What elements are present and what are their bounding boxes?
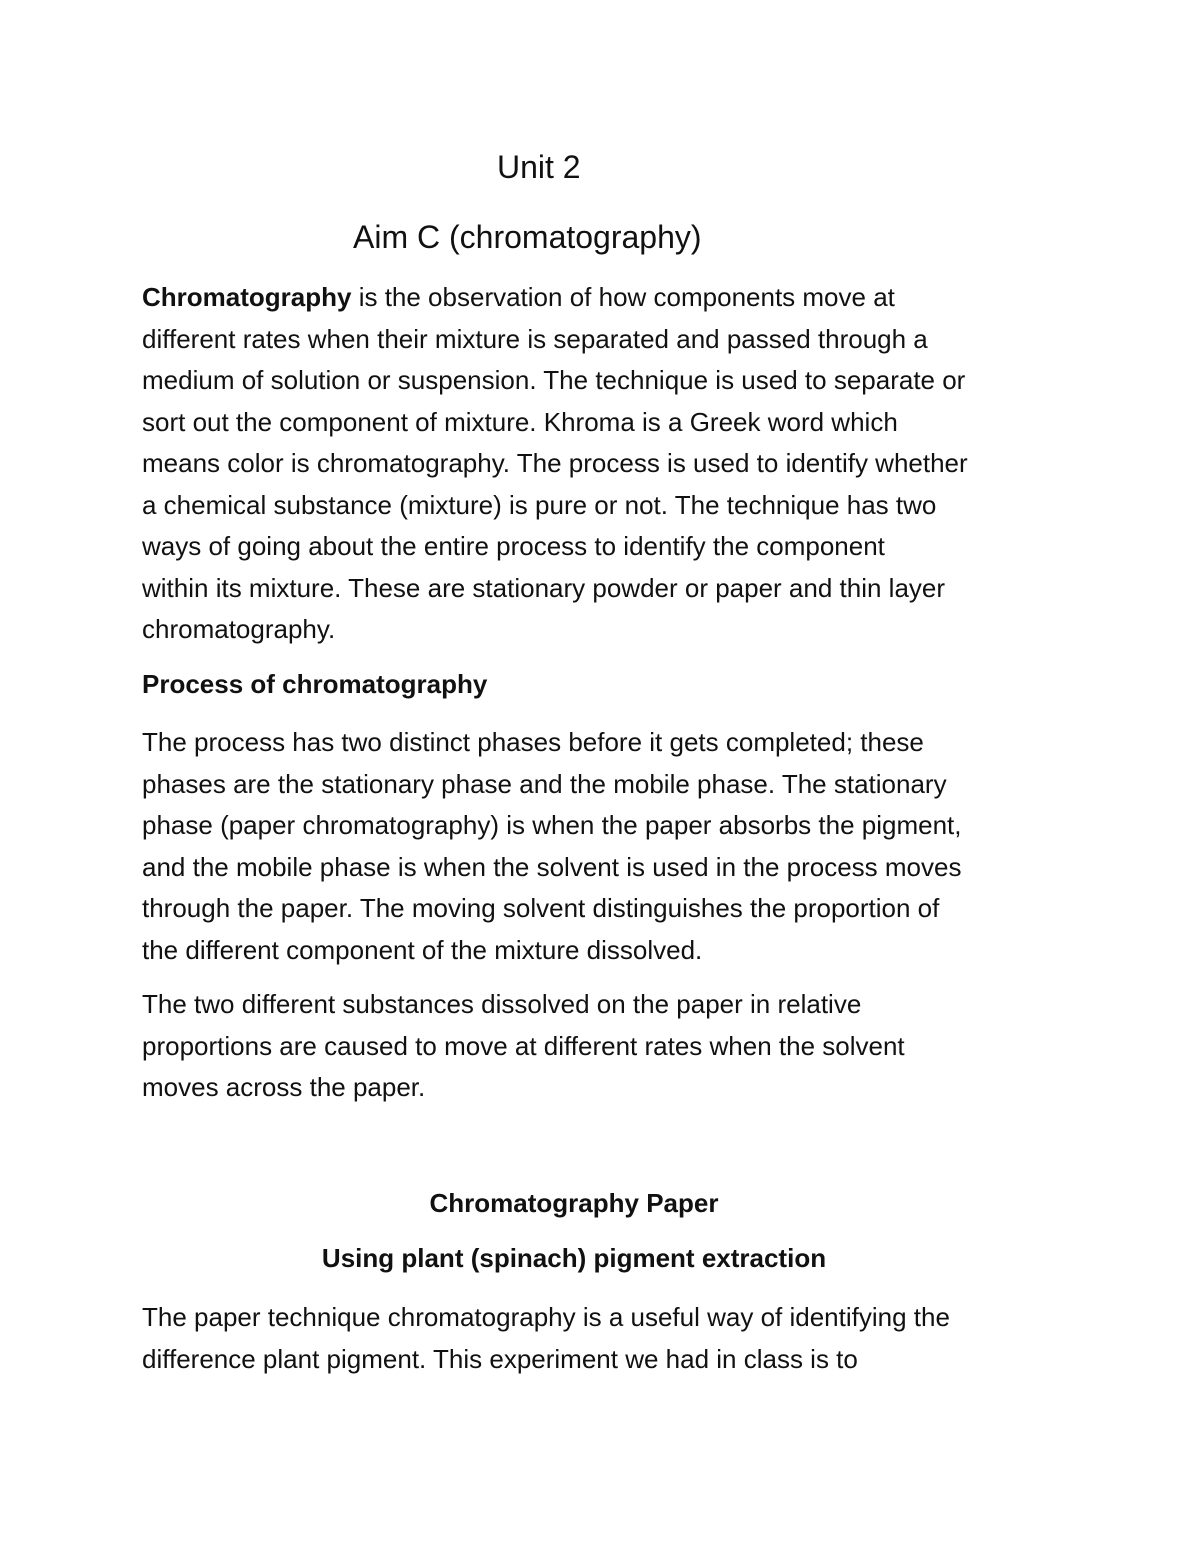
intro-first-line-text: is the observation of how components move at xyxy=(351,282,895,312)
process-line: and the mobile phase is when the solvent is used in the process moves xyxy=(142,851,962,882)
process-heading: Process of chromatography xyxy=(142,669,488,699)
intro-line: within its mixture. These are stationary powder or paper and thin layer xyxy=(142,572,946,603)
intro-line xyxy=(142,277,1072,319)
intro-line: a chemical substance (mixture) is pure or not. The technique has two xyxy=(142,489,937,520)
process-line: phase (paper chromatography) is when the paper absorbs the pigment, xyxy=(142,810,962,840)
intro-paragraph xyxy=(142,277,1072,651)
intro-line: chromatography. xyxy=(142,614,336,644)
process-line: the different component of the mixture dissolved. xyxy=(142,934,703,965)
intro-line: means color is chromatography. The process is used to identify whether xyxy=(142,448,968,478)
process-line: The process has two distinct phases before it gets completed; these xyxy=(142,727,924,757)
paper-paragraph xyxy=(142,1297,1072,1380)
process-paragraph xyxy=(142,722,1072,971)
paper-heading: Chromatography Paper xyxy=(429,1188,719,1218)
substances-paragraph xyxy=(142,984,1072,1109)
substances-line: moves across the paper. xyxy=(142,1072,426,1102)
intro-line: sort out the component of mixture. Khroma is a Greek word which xyxy=(142,406,898,437)
page-subtitle: Aim C (chromatography) xyxy=(353,219,702,255)
paper-subheading: Using plant (spinach) pigment extraction xyxy=(321,1243,827,1273)
process-line: phases are the stationary phase and the mobile phase. The stationary xyxy=(142,768,947,799)
page-title: Unit 2 xyxy=(497,149,581,185)
intro-line: different rates when their mixture is separated and passed through a xyxy=(142,323,928,354)
intro-bold-term: Chromatography xyxy=(142,282,352,312)
substances-line: The two different substances dissolved on the paper in relative xyxy=(142,989,862,1019)
intro-line: ways of going about the entire process to identify the component xyxy=(142,531,885,561)
paper-line: The paper technique chromatography is a useful way of identifying the xyxy=(142,1302,950,1332)
substances-line: proportions are caused to move at different rates when the solvent xyxy=(142,1030,905,1061)
process-line: through the paper. The moving solvent distinguishes the proportion of xyxy=(142,893,940,923)
intro-line: medium of solution or suspension. The technique is used to separate or xyxy=(142,365,966,395)
paper-line: difference plant pigment. This experiment we had in class is to xyxy=(142,1343,858,1374)
